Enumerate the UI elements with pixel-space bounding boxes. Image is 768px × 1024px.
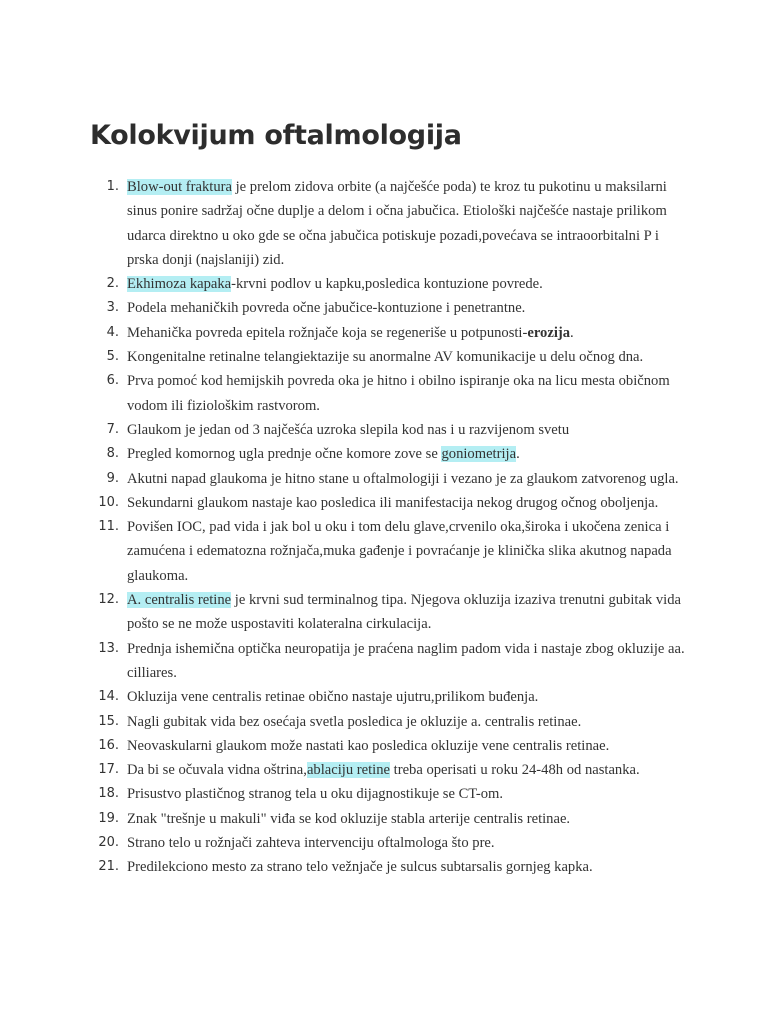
list-item-text: Prisustvo plastičnog stranog tela u oku dijagnostikuje se CT-om. (127, 786, 504, 803)
list-item (0, 467, 687, 491)
list-item-text: Akutni napad glaukoma je hitno stane u oftalmologiji i vezano je za glaukom zatvorenog ugla. (127, 470, 679, 487)
list-item-number: 11. (98, 519, 119, 535)
list-item-text: Kongenitalne retinalne telangiektazije su anormalne AV komunikacije u delu očnog dna. (127, 349, 644, 366)
highlighted-term: goniometrija (441, 446, 517, 463)
list-item (0, 782, 687, 806)
highlighted-term: Ekhimoza kapaka (127, 276, 232, 293)
list-item-number: 13. (98, 640, 119, 656)
list-item (0, 710, 687, 734)
list-item (0, 831, 687, 855)
list-item-number: 1. (106, 179, 119, 194)
list-item (0, 272, 687, 296)
list-item (0, 296, 687, 320)
list-item-number: 6. (106, 373, 119, 389)
list-item-text: Glaukom je jedan od 3 najčešća uzroka slepila kod nas i u razvijenom svetu (127, 421, 570, 438)
highlighted-term: A. centralis retine (127, 592, 232, 609)
list-item (0, 588, 687, 637)
list-item (0, 345, 687, 369)
list-item-number: 19. (98, 810, 119, 826)
highlighted-term: ablaciju retine (306, 762, 390, 779)
list-item (0, 734, 687, 758)
list-item (0, 175, 687, 272)
list-item-text: Pregled komornog ugla prednje očne komore zove se (127, 446, 442, 463)
list-item-text: Predilekciono mesto za strano telo vežnjače je sulcus subtarsalis gornjeg kapka. (127, 859, 593, 876)
list-item-text: Povišen IOC, pad vida i jak bol u oku i tom delu glave,crvenilo oka,široka i ukočena zenica i zamućena i edematozna rožnjača,muka gađenje i povraćanje je klinička slika akutnog napada glaukoma. (127, 519, 672, 584)
list-item-text: treba operisati u roku 24-48h od nastanka. (390, 762, 640, 779)
list-item-number: 9. (106, 470, 119, 486)
list-item-number: 8. (106, 446, 119, 462)
list-item-number: 2. (106, 276, 119, 292)
list-item-number: 17. (98, 762, 119, 778)
list-item-text: Znak "trešnje u makuli" viđa se kod okluzije stabla arterije centralis retinae. (127, 810, 571, 827)
list-item-number: 15. (98, 713, 119, 729)
list-item-text: . (570, 324, 574, 341)
list-item (0, 637, 687, 686)
list-item-text: Sekundarni glaukom nastaje kao posledica ili manifestacija nekog drugog očnog oboljenja. (127, 494, 659, 511)
page-title: Kolokvijum oftalmologija (90, 120, 462, 151)
list-item (0, 807, 687, 831)
list-item-text: je krvni sud terminalnog tipa. Njegova okluzija izaziva trenutni gubitak vida pošto se ne može uspostaviti kolateralna cirkulacija. (127, 592, 681, 633)
list-item-number: 21. (98, 859, 119, 875)
list-item-text: . (516, 446, 520, 463)
list-item-number: 18. (98, 786, 119, 802)
list-item-number: 5. (106, 349, 119, 365)
bold-term: erozija (527, 324, 571, 341)
list-item (0, 515, 687, 588)
list-item (0, 418, 687, 442)
list-item-text: Nagli gubitak vida bez osećaja svetla posledica je okluzije a. centralis retinae. (127, 713, 582, 730)
list-item-number: 4. (106, 324, 119, 340)
list-item-number: 14. (98, 689, 119, 705)
list-item-text: je prelom zidova orbite (a najčešće poda) te kroz tu pukotinu u maksilarni sinus ponire sadržaj očne duplje a delom i očna jabučica. Etiološki najčešće nastaje prilikom udarca direktno u oko gde se očna jabučica potiskuje pozadi,povećava se intraoorbitalni P i prska donji (najslaniji) zid. (127, 179, 667, 268)
list-item (0, 442, 687, 466)
list-item-number: 12. (98, 592, 119, 608)
list-item-text: Mehanička povreda epitela rožnjače koja se regeneriše u potpunosti- (127, 324, 528, 341)
list-item-text: Okluzija vene centralis retinae obično nastaje ujutru,prilikom buđenja. (127, 689, 539, 706)
list-item-number: 20. (98, 835, 119, 851)
list-item-text: Prva pomoć kod hemijskih povreda oka je hitno i obilno ispiranje oka na licu mesta običnom vodom ili fiziološkim rastvorom. (127, 373, 670, 414)
list-item-number: 7. (106, 421, 119, 437)
highlighted-term: Blow-out fraktura (127, 179, 232, 195)
list-item (0, 491, 687, 515)
list-item-text: Podela mehaničkih povreda očne jabučice-kontuzione i penetrantne. (127, 300, 526, 317)
list-item-number: 16. (98, 737, 119, 753)
list-item-text: Strano telo u rožnjači zahteva intervenciju oftalmologa što pre. (127, 835, 495, 852)
list-item (0, 758, 687, 782)
list-item-text: -krvni podlov u kapku,posledica kontuzione povrede. (231, 276, 543, 293)
list-item-text: Prednja ishemična optička neuropatija je praćena naglim padom vida i nastaje zbog okluzije aa. cilliares. (127, 640, 685, 681)
list-item-text: Da bi se očuvala vidna oštrina, (127, 762, 307, 779)
list-item (0, 321, 687, 345)
numbered-list (0, 175, 768, 880)
list-item (0, 685, 687, 709)
list-item-number: 3. (106, 300, 119, 316)
list-item (0, 855, 687, 879)
list-item (0, 369, 687, 418)
list-item-number: 10. (98, 494, 119, 510)
list-item-text: Neovaskularni glaukom može nastati kao posledica okluzije vene centralis retinae. (127, 737, 610, 754)
